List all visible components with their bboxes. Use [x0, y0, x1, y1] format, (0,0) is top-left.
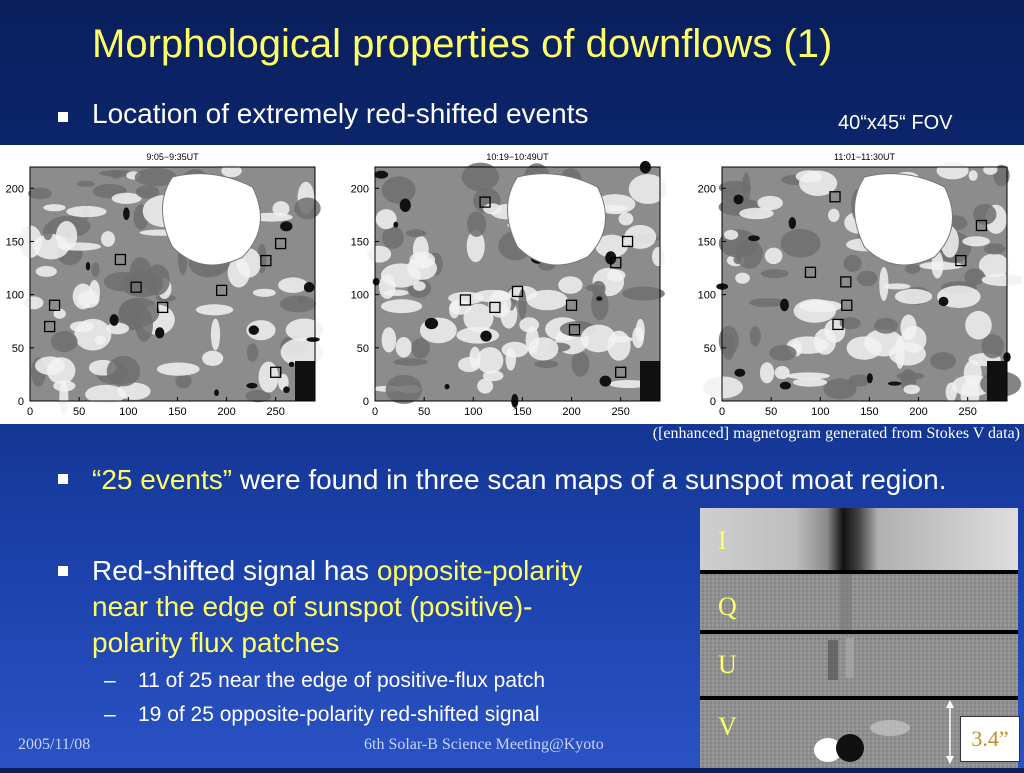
y-tick-label: 0: [17, 396, 24, 408]
panel-title: 9:05−9:35UT: [146, 152, 199, 162]
y-tick-label: 50: [356, 342, 369, 355]
x-tick-label: 200: [217, 406, 236, 418]
bullet-marker: [58, 112, 68, 122]
sunspot-contour: [163, 174, 261, 265]
y-tick-label: 100: [350, 289, 369, 302]
y-tick-label: 200: [697, 183, 716, 196]
y-tick-label: 200: [5, 183, 24, 196]
x-tick-label: 100: [811, 406, 830, 418]
fov-label: 40“x45“ FOV: [838, 112, 953, 134]
sunspot-contour: [508, 174, 606, 265]
x-tick-label: 250: [958, 406, 977, 418]
x-tick-label: 250: [266, 406, 285, 418]
sunspot-contour: [855, 174, 953, 265]
x-tick-label: 150: [860, 406, 879, 418]
scale-arrow: [940, 700, 960, 764]
stokes-label-u: U: [718, 650, 737, 679]
scale-label: 3.4”: [960, 716, 1020, 762]
x-tick-label: 50: [73, 406, 86, 418]
y-tick-label: 50: [11, 342, 24, 355]
bullet-location: Location of extremely red-shifted events: [92, 98, 589, 129]
redshift-highlight: opposite-polarity near the edge of sunspot (positive)-polarity flux patches: [92, 555, 583, 658]
bullet-marker: [58, 566, 68, 576]
stokes-label-i: I: [718, 526, 727, 555]
panel-title: 11:01−11:30UT: [834, 152, 895, 162]
x-tick-label: 0: [26, 406, 34, 418]
sub-bullet-1: – 11 of 25 near the edge of positive-flux patch: [104, 669, 546, 692]
bullet-marker: [58, 474, 68, 484]
y-tick-label: 50: [703, 342, 716, 355]
y-tick-label: 0: [362, 396, 369, 408]
x-tick-label: 200: [909, 406, 928, 418]
y-tick-label: 100: [5, 289, 24, 302]
x-tick-label: 150: [168, 406, 187, 418]
footer-meeting: 6th Solar-B Science Meeting@Kyoto: [364, 736, 604, 753]
x-tick-label: 150: [513, 406, 532, 418]
sub-bullet-1-text: 11 of 25 near the edge of positive-flux patch: [138, 669, 546, 692]
x-tick-label: 50: [418, 406, 431, 418]
x-tick-label: 0: [371, 406, 379, 418]
x-tick-label: 100: [119, 406, 138, 418]
y-tick-label: 150: [697, 236, 716, 249]
panel-title: 10:19−10:49UT: [486, 152, 549, 162]
x-tick-label: 50: [765, 406, 778, 418]
events-highlight: “25 events”: [92, 464, 233, 495]
sub-bullet-2: – 19 of 25 opposite-polarity red-shifted signal: [104, 703, 540, 726]
magnetogram-panel-1: [0, 145, 330, 424]
y-tick-label: 0: [709, 396, 716, 408]
stokes-label-v: V: [718, 712, 737, 741]
bullet-redshift: [92, 553, 612, 661]
y-tick-label: 150: [5, 236, 24, 249]
footer-date: 2005/11/08: [18, 736, 91, 753]
slide-title: Morphological properties of downflows (1): [92, 22, 833, 66]
x-tick-label: 100: [464, 406, 483, 418]
stokes-label-q: Q: [718, 592, 737, 621]
y-tick-label: 200: [350, 183, 369, 196]
y-tick-label: 100: [697, 289, 716, 302]
y-tick-label: 150: [350, 236, 369, 249]
magnetogram-panel-3: [692, 145, 1022, 424]
redshift-text: Red-shifted signal has: [92, 555, 377, 586]
events-text: were found in three scan maps of a sunspot moat region.: [232, 464, 947, 495]
sub-bullet-2-text: 19 of 25 opposite-polarity red-shifted signal: [138, 703, 540, 726]
magnetogram-panels: [0, 145, 1024, 424]
figure-caption: ([enhanced] magnetogram generated from Stokes V data): [652, 425, 1020, 442]
x-tick-label: 250: [611, 406, 630, 418]
x-tick-label: 200: [562, 406, 581, 418]
magnetogram-panel-2: [345, 145, 675, 424]
x-tick-label: 0: [718, 406, 726, 418]
bullet-events: [92, 462, 962, 498]
